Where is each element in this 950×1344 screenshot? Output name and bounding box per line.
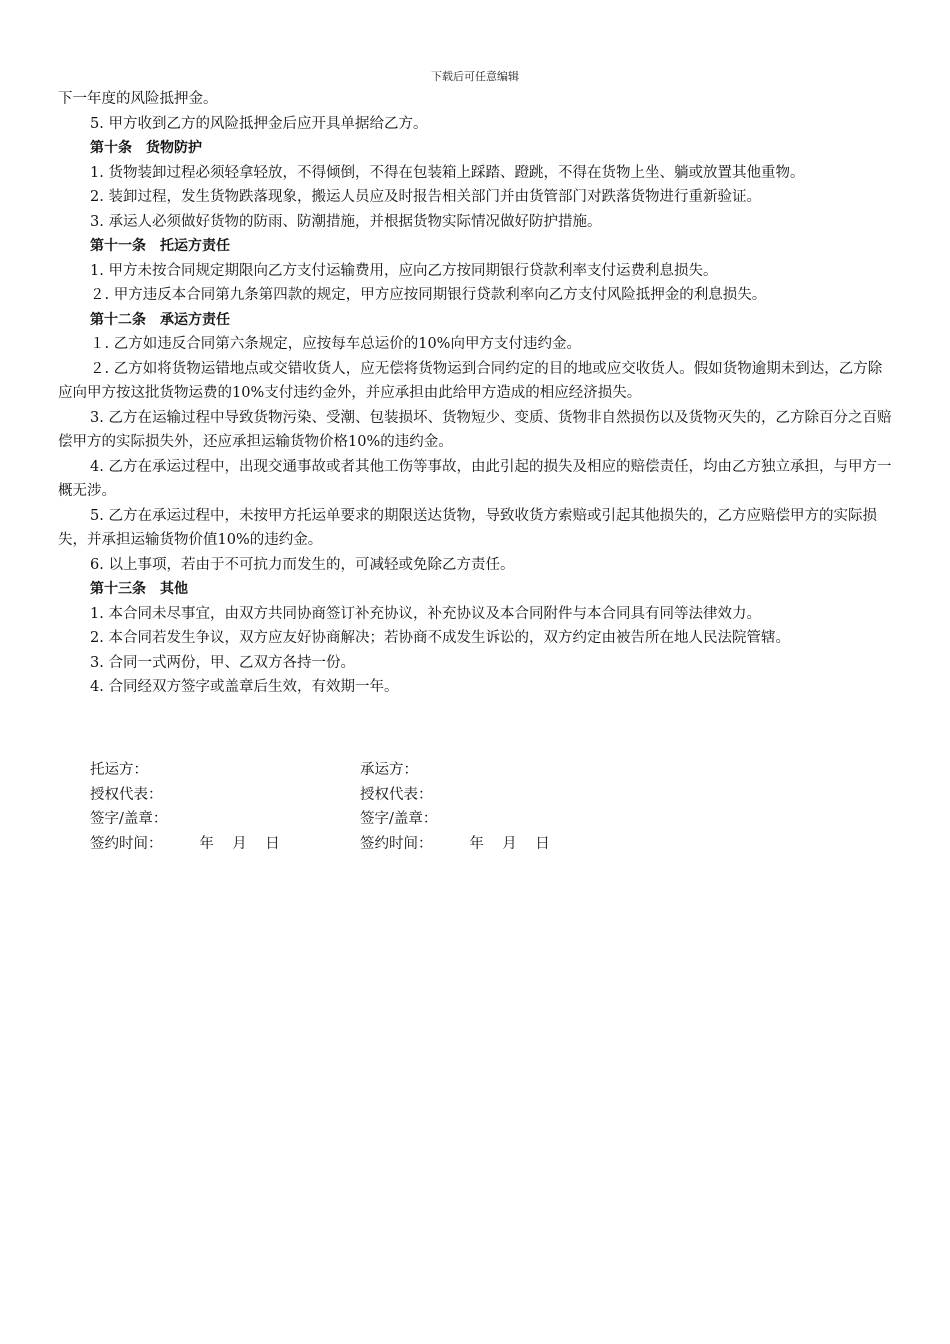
contract-body bbox=[58, 87, 894, 700]
signature-row-date bbox=[90, 832, 630, 857]
article-heading: 第十三条 其他 bbox=[90, 581, 188, 597]
carrier-label: 承运方： bbox=[360, 762, 418, 778]
signature-row-seal bbox=[90, 807, 630, 832]
clause-paragraph: 5. 甲方收到乙方的风险抵押金后应开具单据给乙方。 bbox=[90, 115, 428, 132]
signature-block bbox=[90, 758, 630, 856]
article-heading: 第十二条 承运方责任 bbox=[90, 311, 230, 328]
shipper-seal-label: 签字/盖章： bbox=[90, 811, 168, 827]
article-heading: 第十条 货物防护 bbox=[90, 140, 202, 156]
clause-paragraph: 2. 本合同若发生争议，双方应友好协商解决；若协商不成发生诉讼的，双方约定由被告所在地人民法院管辖。 bbox=[90, 630, 790, 646]
shipper-representative-label: 授权代表： bbox=[90, 786, 163, 803]
signature-row-representative bbox=[90, 783, 630, 808]
clause-paragraph: 4. 合同经双方签字或盖章后生效，有效期一年。 bbox=[90, 679, 399, 695]
carrier-seal-label: 签字/盖章： bbox=[360, 811, 438, 827]
clause-paragraph: ２. 乙方如将货物运错地点或交错收货人，应无偿将货物运到合同约定的目的地或应交收货人。假如货物逾期未到达，乙方除应向甲方按这批货物运费的10%支付违约金外，并应承担由此给甲方造成的相应经济损失。 bbox=[58, 360, 883, 401]
clause-paragraph: 1. 货物装卸过程必须轻拿轻放，不得倾倒，不得在包装箱上踩踏、蹬跳，不得在货物上坐、躺或放置其他重物。 bbox=[90, 164, 805, 181]
clause-paragraph: 3. 承运人必须做好货物的防雨、防潮措施，并根据货物实际情况做好防护措施。 bbox=[90, 213, 602, 230]
clause-paragraph: 1. 本合同未尽事宜，由双方共同协商签订补充协议，补充协议及本合同附件与本合同具有同等法律效力。 bbox=[90, 605, 761, 622]
clause-paragraph: 3. 合同一式两份，甲、乙双方各持一份。 bbox=[90, 654, 355, 671]
clause-paragraph: 4. 乙方在承运过程中，出现交通事故或者其他工伤等事故，由此引起的损失及相应的赔偿责任，均由乙方独立承担，与甲方一概无涉。 bbox=[58, 458, 892, 499]
shipper-label: 托运方： bbox=[90, 762, 148, 778]
article-heading: 第十一条 托运方责任 bbox=[90, 238, 230, 254]
shipper-date-label: 签约时间： 年 月 日 bbox=[90, 835, 280, 852]
carrier-date-label: 签约时间： 年 月 日 bbox=[360, 835, 550, 852]
carrier-representative-label: 授权代表： bbox=[360, 786, 433, 803]
clause-paragraph: １. 乙方如违反合同第六条规定，应按每车总运价的10%向甲方支付违约金。 bbox=[90, 336, 581, 352]
clause-paragraph: 5. 乙方在承运过程中，未按甲方托运单要求的期限送达货物，导致收货方索赔或引起其他损失的，乙方应赔偿甲方的实际损失，并承担运输货物价值10%的违约金。 bbox=[58, 507, 877, 548]
clause-paragraph: 1. 甲方未按合同规定期限向乙方支付运输费用，应向乙方按同期银行贷款利率支付运费利息损失。 bbox=[90, 262, 718, 279]
clause-paragraph: 2. 装卸过程，发生货物跌落现象，搬运人员应及时报告相关部门并由货管部门对跌落货物进行重新验证。 bbox=[90, 189, 761, 205]
header-note: 下载后可任意编辑 bbox=[431, 70, 519, 83]
clause-paragraph: 6. 以上事项，若由于不可抗力而发生的，可减轻或免除乙方责任。 bbox=[90, 556, 515, 573]
clause-paragraph: 3. 乙方在运输过程中导致货物污染、受潮、包装损坏、货物短少、变质、货物非自然损伤以及货物灭失的，乙方除百分之百赔偿甲方的实际损失外，还应承担运输货物价格10%的违约金。 bbox=[58, 409, 892, 450]
clause-paragraph: 下一年度的风险抵押金。 bbox=[58, 91, 218, 107]
signature-row-party bbox=[90, 758, 630, 783]
clause-paragraph: ２. 甲方违反本合同第九条第四款的规定，甲方应按同期银行贷款利率向乙方支付风险抵押金的利息损失。 bbox=[90, 287, 767, 303]
